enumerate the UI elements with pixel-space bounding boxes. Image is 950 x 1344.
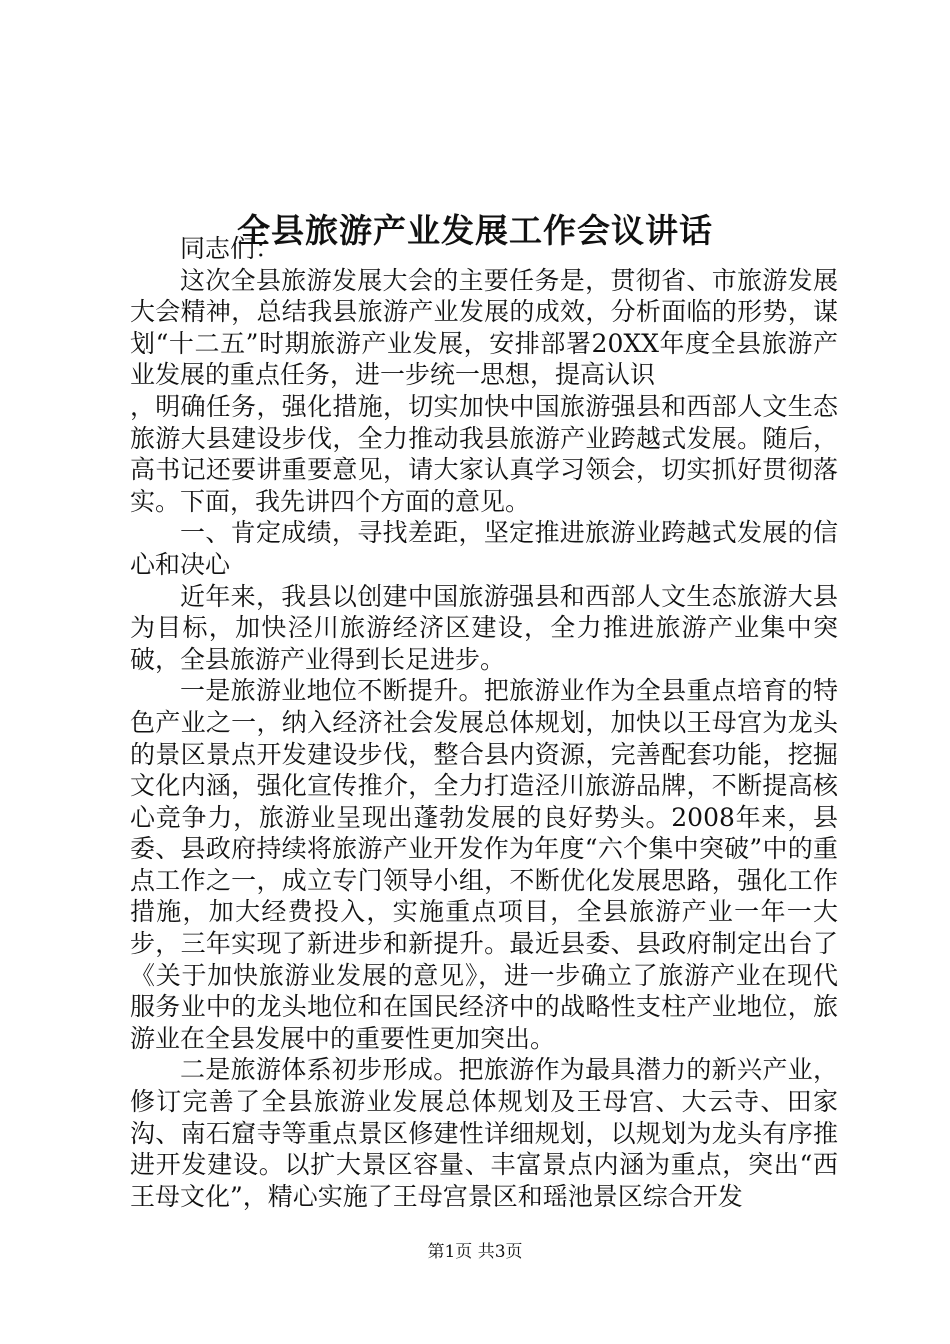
- document-body: [130, 233, 838, 1212]
- paragraph-greeting: 同志们：: [180, 234, 281, 263]
- paragraph-intro: 这次全县旅游发展大会的主要任务是，贯彻省、市旅游发展大会精神，总结我县旅游产业发展的成效，分析面临的形势，谋划“十二五”时期旅游产业发展，安排部署20XX年度全县旅游产业发展的重点任务，进一步统一思想，提高认识: [130, 265, 838, 390]
- paragraph-point-two: 二是旅游体系初步形成。把旅游作为最具潜力的新兴产业，修订完善了全县旅游业发展总体规划及王母宫、大云寺、田家沟、南石窟寺等重点景区修建性详细规划，以规划为龙头有序推进开发建设。以扩大景区容量、丰富景点内涵为重点，突出“西王母文化”，精心实施了王母宫景区和瑶池景区综合开发: [130, 1055, 838, 1211]
- page-title: 全县旅游产业发展工作会议讲话: [237, 211, 713, 251]
- paragraph-point-one: 一是旅游业地位不断提升。把旅游业作为全县重点培育的特色产业之一，纳入经济社会发展总体规划，加快以王母宫为龙头的景区景点开发建设步伐，整合县内资源，完善配套功能，挖掘文化内涵，强化宣传推介，全力打造泾川旅游品牌，不断提高核心竞争力，旅游业呈现出蓬勃发展的良好势头。2008年来，县委、县政府持续将旅游产业开发作为年度“六个集中突破”中的重点工作之一，成立专门领导小组，不断优化发展思路，强化工作措施，加大经费投入，实施重点项目，全县旅游产业一年一大步，三年实现了新进步和新提升。最近县委、县政府制定出台了《关于加快旅游业发展的意见》，进一步确立了旅游产业在现代服务业中的龙头地位和在国民经济中的战略性支柱产业地位，旅游业在全县发展中的重要性更加突出。: [130, 676, 838, 1053]
- paragraph-recent-years: 近年来，我县以创建中国旅游强县和西部人文生态旅游大县为目标，加快泾川旅游经济区建设，全力推进旅游产业集中突破，全县旅游产业得到长足进步。: [130, 581, 838, 674]
- paragraph-intro-continued: ，明确任务，强化措施，切实加快中国旅游强县和西部人文生态旅游大县建设步伐，全力推动我县旅游产业跨越式发展。随后，高书记还要讲重要意见，请大家认真学习领会，切实抓好贯彻落实。下面，我先讲四个方面的意见。: [130, 391, 838, 516]
- page-number-footer: 第1页 共3页: [427, 1242, 523, 1262]
- section-heading-1: 一、肯定成绩，寻找差距，坚定推进旅游业跨越式发展的信心和决心: [130, 518, 838, 579]
